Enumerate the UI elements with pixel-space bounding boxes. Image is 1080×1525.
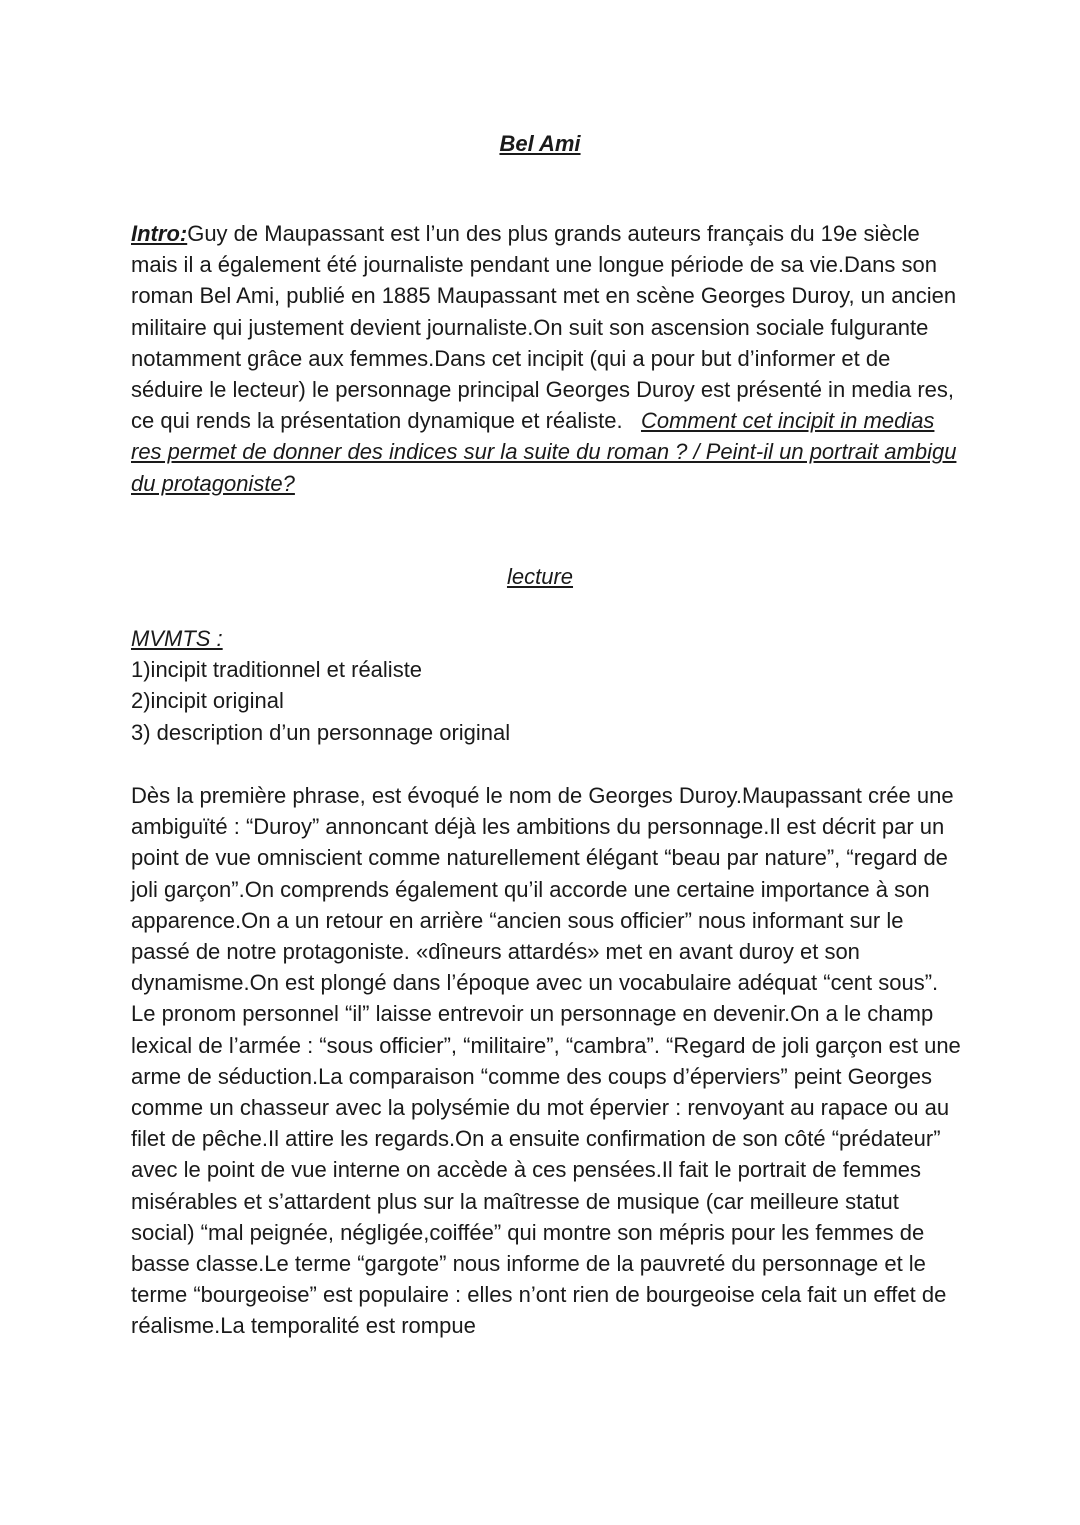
- movement-item: 3) description d’un personnage original: [131, 719, 511, 745]
- analysis-paragraph: Dès la première phrase, est évoqué le nom de Georges Duroy.Maupassant crée une ambiguïté : “Duroy” annoncant déjà les ambitions du personnage.Il est décrit par un point de vue omniscient comme naturellement élégant “beau par nature”, “regard de joli garçon”.On comprends également qu’il accorde une certaine importance à son apparence.On a un retour en arrière “ancien sous officier” nous informant sur le passé de notre protagoniste. «dîneurs attardés» met en avant duroy et son dynamisme.On est plongé dans l’époque avec un vocabulaire adéquat “cent sous”. Le pronom personnel “il” laisse entrevoir un personnage en devenir.On a le champ lexical de l’armée : “sous officier”, “militaire”, “cambra”. “Regard de joli garçon est une arme de séduction.La comparaison “comme des coups d’éperviers” peint Georges comme un chasseur avec la polysémie du mot épervier : renvoyant au rapace ou au filet de pêche.Il attire les regards.On a ensuite confirmation de son côté “prédateur” avec le point de vue interne on accède à ces pensées.Il fait le portrait de femmes misérables et s’attardent plus sur la maîtresse de musique (car meilleure statut social) “mal peignée, négligée,coiffée” qui montre son mépris pour les femmes de basse classe.Le terme “gargote” nous informe de la pauvreté du personnage et le terme “bourgeoise” est populaire : elles n’ont rien de bourgeoise cela fait un effet de réalisme.La temporalité est rompue: [131, 783, 961, 1339]
- lecture-heading: lecture: [506, 564, 574, 589]
- movements-list: [131, 623, 961, 748]
- intro-label: Intro:: [131, 221, 188, 246]
- movements-label: MVMTS :: [131, 626, 223, 651]
- movement-item: 2)incipit original: [131, 688, 284, 714]
- intro-paragraph: [131, 218, 961, 499]
- problematic-question: Comment cet incipit in medias res permet de donner des indices sur la suite du roman ? / Peint-il un portrait ambigu du protagoniste?: [131, 408, 957, 496]
- movement-item: 1)incipit traditionnel et réaliste: [131, 657, 423, 683]
- document-title: Bel Ami: [499, 131, 581, 156]
- intro-text: Guy de Maupassant est l’un des plus grands auteurs français du 19e siècle mais il a également été journaliste pendant une longue période de sa vie.Dans son roman Bel Ami, publié en 1885 Maupassant met en scène Georges Duroy, un ancien militaire qui justement devient journaliste.On suit son ascension sociale fulgurante notamment grâce aux femmes.Dans cet incipit (qui a pour but d’informer et de séduire le lecteur) le personnage principal Georges Duroy est présenté in media res, ce qui rends la présentation dynamique et réaliste.: [131, 221, 957, 434]
